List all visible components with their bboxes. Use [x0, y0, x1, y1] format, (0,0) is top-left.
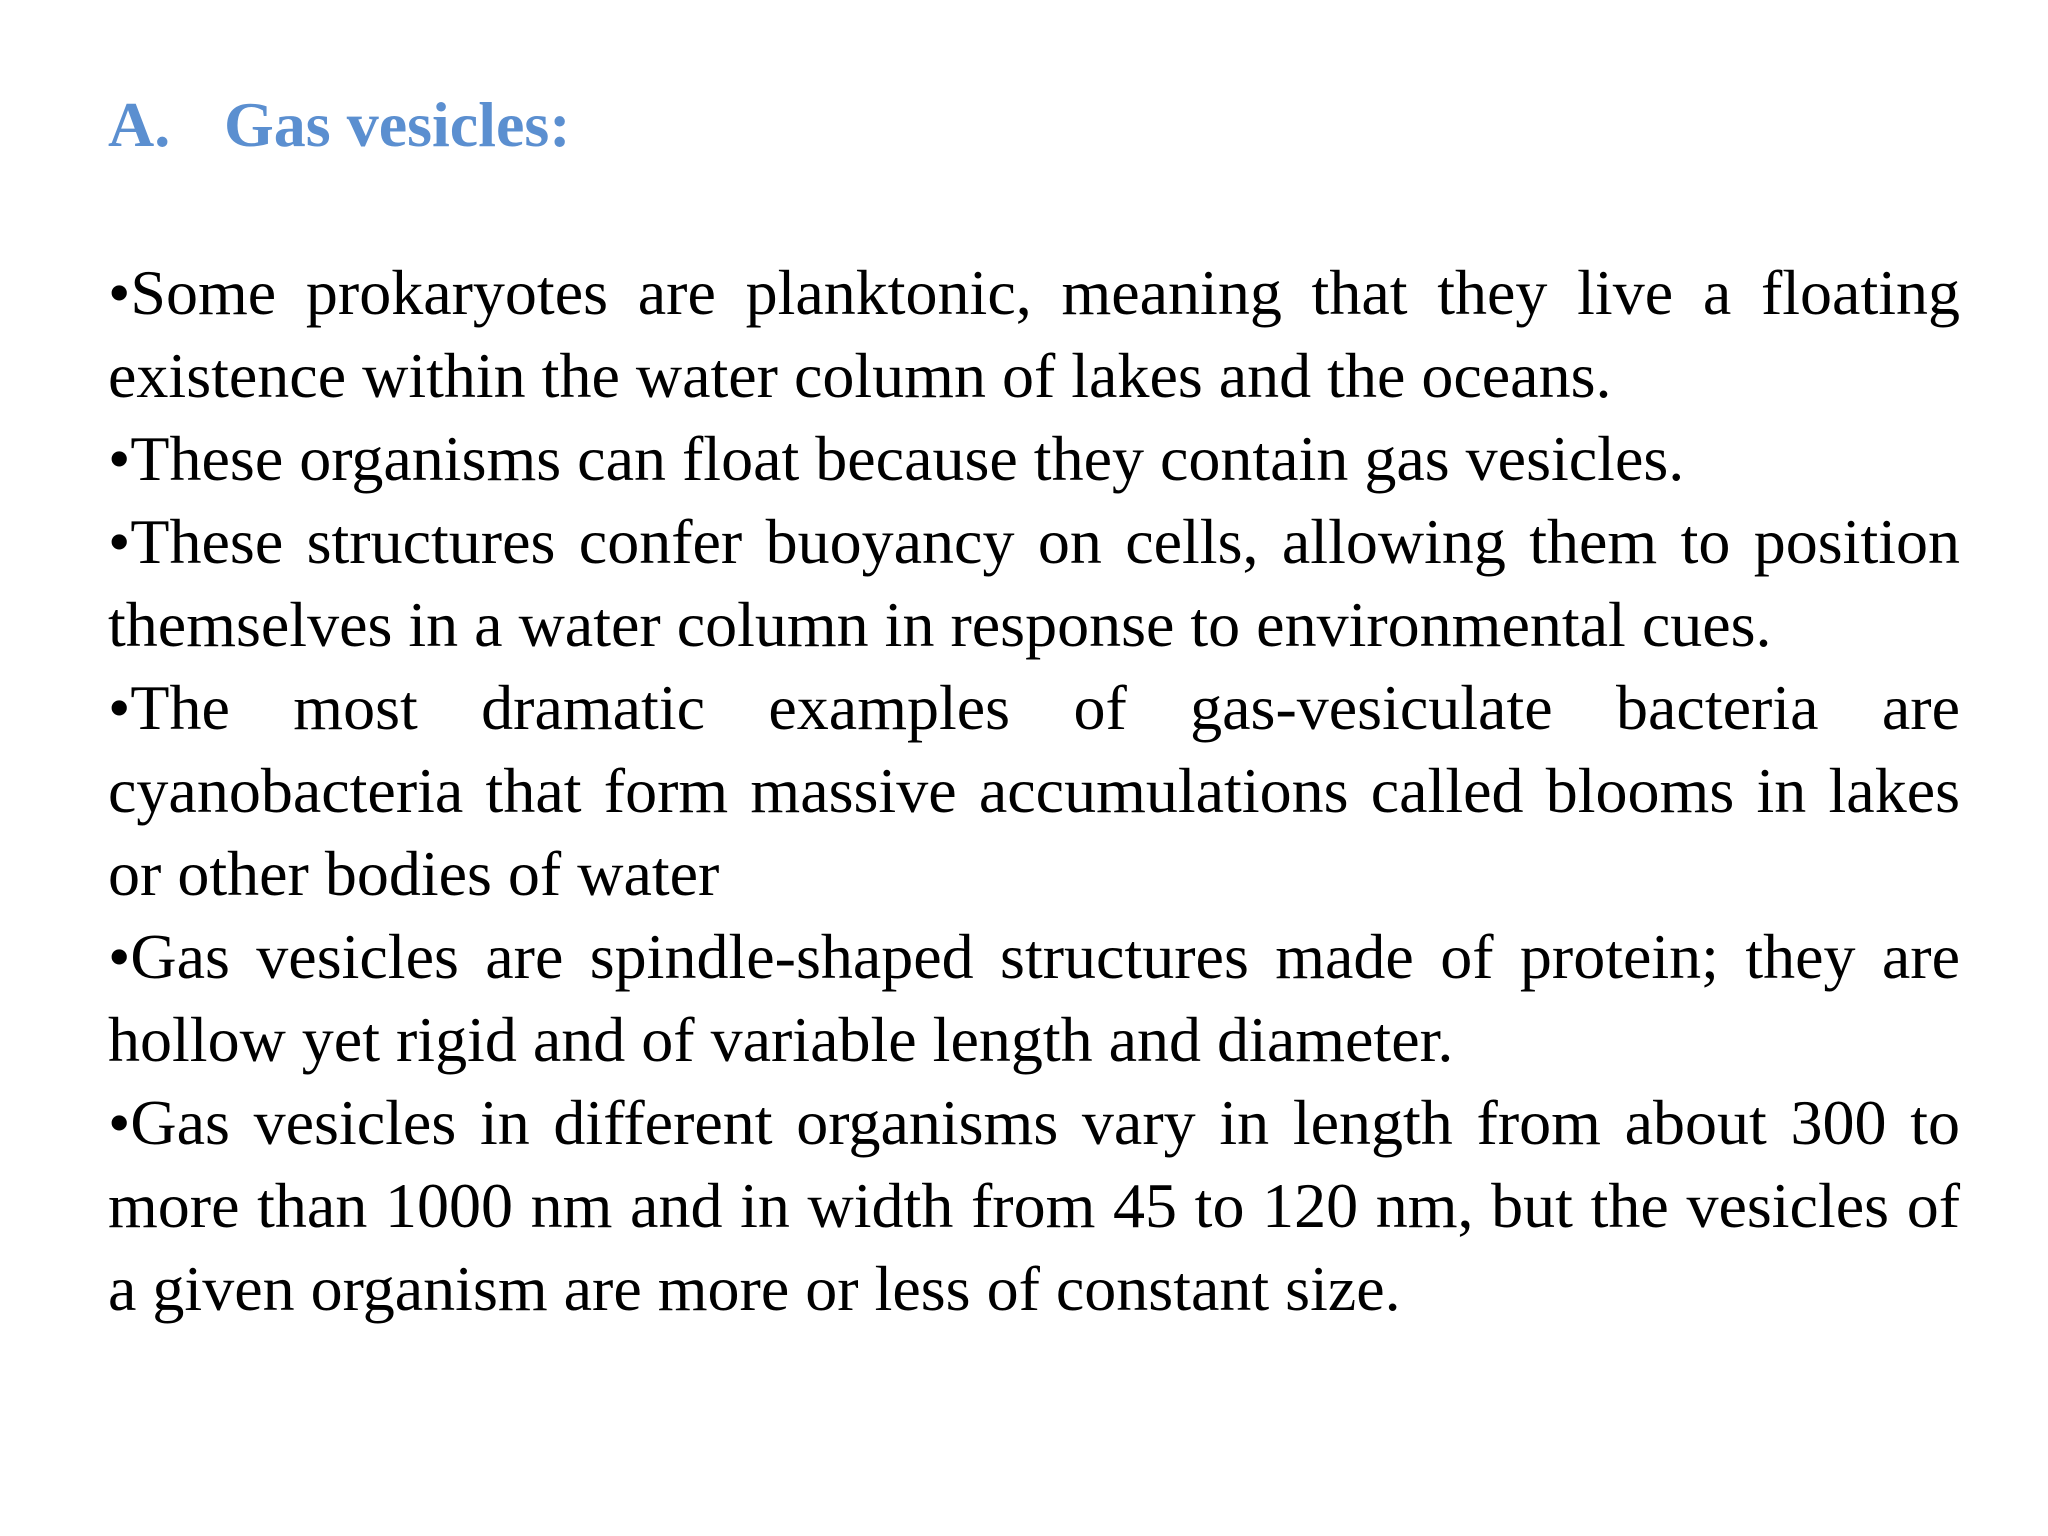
bullet-text: Gas vesicles are spindle-shaped structures made of protein; they are hollow yet rigid and of variable length and diameter.	[108, 921, 1960, 1075]
bullet-list	[108, 251, 1960, 1330]
bullet-marker: •	[108, 672, 131, 743]
bullet-marker: •	[108, 506, 131, 577]
bullet-text: Gas vesicles in different organisms vary in length from about 300 to more than 1000 nm and in width from 45 to 120 nm, but the vesicles of a given organism are more or less of constant size.	[108, 1087, 1960, 1324]
bullet-item	[108, 666, 1960, 915]
bullet-item	[108, 251, 1960, 417]
bullet-marker: •	[108, 1087, 131, 1158]
bullet-item	[108, 1081, 1960, 1330]
bullet-text: Some prokaryotes are planktonic, meaning that they live a floating existence within the water column of lakes and the oceans.	[108, 257, 1960, 411]
bullet-text: These structures confer buoyancy on cells, allowing them to position themselves in a water column in response to environmental cues.	[108, 506, 1960, 660]
bullet-item	[108, 915, 1960, 1081]
bullet-item	[108, 500, 1960, 666]
bullet-item	[108, 417, 1960, 500]
section-title: Gas vesicles:	[224, 89, 571, 160]
section-heading	[108, 88, 571, 162]
section-label: A.	[108, 89, 171, 160]
bullet-marker: •	[108, 921, 131, 992]
bullet-marker: •	[108, 257, 131, 328]
bullet-text: These organisms can float because they contain gas vesicles.	[130, 423, 1685, 494]
bullet-marker: •	[108, 423, 131, 494]
bullet-text: The most dramatic examples of gas-vesiculate bacteria are cyanobacteria that form massive accumulations called blooms in lakes or other bodies of water	[108, 672, 1960, 909]
